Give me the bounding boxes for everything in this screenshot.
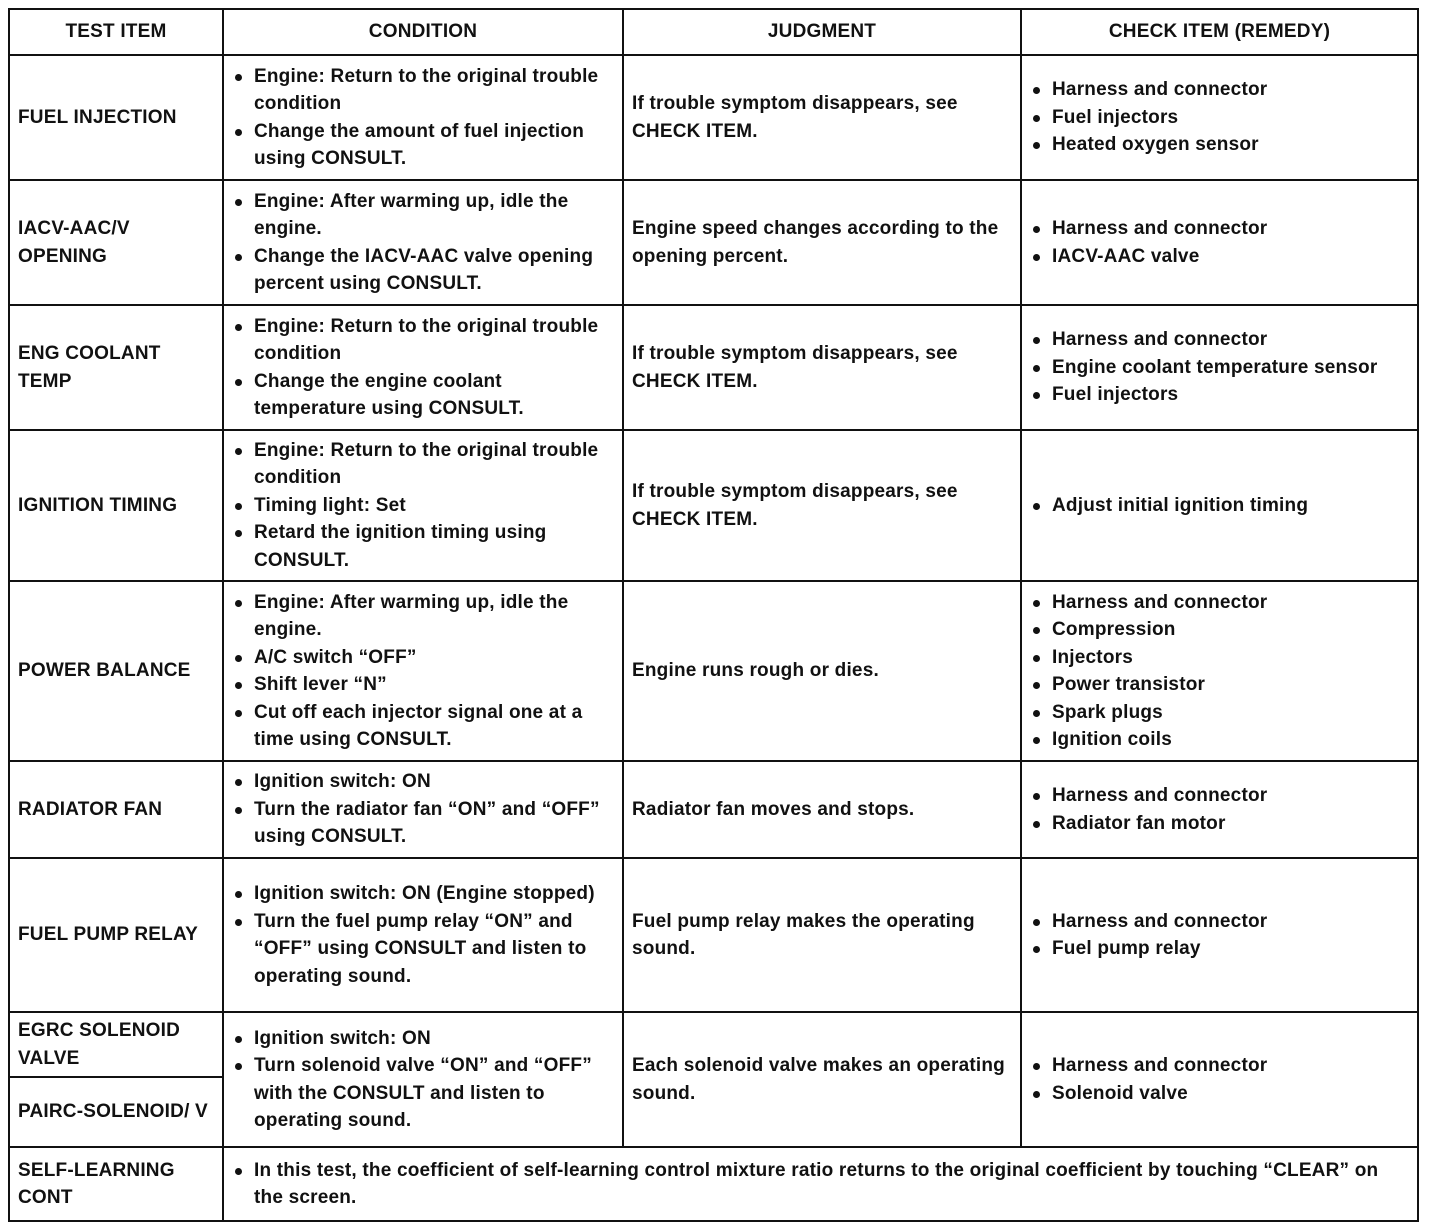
condition-bullet: Timing light: Set — [232, 492, 616, 520]
header-condition: CONDITION — [223, 9, 623, 55]
table-row — [9, 55, 1418, 180]
condition-bullet: Engine: After warming up, idle the engine. — [232, 188, 616, 243]
judgment-cell: If trouble symptom disappears, see CHECK ITEM. — [623, 55, 1021, 180]
test-item-cell: PAIRC-SOLENOID/ V — [9, 1077, 223, 1147]
check-item-cell — [1021, 581, 1418, 761]
judgment-cell: If trouble symptom disappears, see CHECK ITEM. — [623, 430, 1021, 581]
condition-cell — [223, 55, 623, 180]
check-bullet: IACV-AAC valve — [1030, 243, 1411, 271]
test-item-cell: FUEL INJECTION — [9, 55, 223, 180]
check-bullet: Harness and connector — [1030, 326, 1411, 354]
check-bullet: Adjust initial ignition timing — [1030, 492, 1411, 520]
judgment-cell: Engine runs rough or dies. — [623, 581, 1021, 761]
condition-bullet: Change the engine coolant temperature using CONSULT. — [232, 368, 616, 423]
condition-bullet: Turn the radiator fan “ON” and “OFF” using CONSULT. — [232, 796, 616, 851]
test-item-cell: ENG COOLANT TEMP — [9, 305, 223, 430]
condition-bullet: Cut off each injector signal one at a time using CONSULT. — [232, 699, 616, 754]
check-bullet: Engine coolant temperature sensor — [1030, 354, 1411, 382]
condition-cell — [223, 430, 623, 581]
condition-cell — [223, 1147, 1418, 1221]
condition-bullet: Engine: Return to the original trouble condition — [232, 437, 616, 492]
judgment-cell: If trouble symptom disappears, see CHECK ITEM. — [623, 305, 1021, 430]
condition-bullet: A/C switch “OFF” — [232, 644, 616, 672]
test-item-cell: IGNITION TIMING — [9, 430, 223, 581]
check-bullet: Power transistor — [1030, 671, 1411, 699]
check-bullet: Harness and connector — [1030, 76, 1411, 104]
condition-cell — [223, 858, 623, 1012]
check-bullet: Spark plugs — [1030, 699, 1411, 727]
test-item-cell: RADIATOR FAN — [9, 761, 223, 858]
check-bullet: Solenoid valve — [1030, 1080, 1411, 1108]
judgment-cell: Each solenoid valve makes an operating sound. — [623, 1012, 1021, 1147]
condition-bullet: Change the IACV-AAC valve opening percent using CONSULT. — [232, 243, 616, 298]
test-item-cell: SELF-LEARNING CONT — [9, 1147, 223, 1221]
check-item-cell — [1021, 761, 1418, 858]
check-bullet: Heated oxygen sensor — [1030, 131, 1411, 159]
condition-bullet: Ignition switch: ON — [232, 768, 616, 796]
check-bullet: Fuel pump relay — [1030, 935, 1411, 963]
condition-bullet: Engine: Return to the original trouble condition — [232, 313, 616, 368]
condition-cell — [223, 305, 623, 430]
check-item-cell — [1021, 1012, 1418, 1147]
condition-cell — [223, 581, 623, 761]
check-item-cell — [1021, 180, 1418, 305]
consult-active-test-table — [8, 8, 1419, 1222]
condition-bullet: Ignition switch: ON — [232, 1025, 616, 1053]
check-bullet: Harness and connector — [1030, 908, 1411, 936]
condition-bullet: Shift lever “N” — [232, 671, 616, 699]
table-row — [9, 305, 1418, 430]
check-bullet: Harness and connector — [1030, 782, 1411, 810]
check-bullet: Harness and connector — [1030, 215, 1411, 243]
test-item-cell: POWER BALANCE — [9, 581, 223, 761]
condition-bullet: Engine: After warming up, idle the engine. — [232, 589, 616, 644]
header-test-item: TEST ITEM — [9, 9, 223, 55]
check-item-cell — [1021, 305, 1418, 430]
condition-bullet: In this test, the coefficient of self-learning control mixture ratio returns to the original coefficient by touching “CLEAR” on the screen. — [232, 1157, 1411, 1212]
check-item-cell — [1021, 858, 1418, 1012]
check-bullet: Injectors — [1030, 644, 1411, 672]
header-row — [9, 9, 1418, 55]
condition-bullet: Turn the fuel pump relay “ON” and “OFF” using CONSULT and listen to operating sound. — [232, 908, 616, 991]
check-item-cell — [1021, 55, 1418, 180]
table-row — [9, 581, 1418, 761]
table-row — [9, 858, 1418, 1012]
test-item-cell: EGRC SOLENOID VALVE — [9, 1012, 223, 1077]
test-item-cell: FUEL PUMP RELAY — [9, 858, 223, 1012]
check-item-cell — [1021, 430, 1418, 581]
check-bullet: Harness and connector — [1030, 589, 1411, 617]
table-row — [9, 761, 1418, 858]
table-row — [9, 1147, 1418, 1221]
judgment-cell: Radiator fan moves and stops. — [623, 761, 1021, 858]
condition-bullet: Engine: Return to the original trouble condition — [232, 63, 616, 118]
table-row — [9, 430, 1418, 581]
condition-bullet: Turn solenoid valve “ON” and “OFF” with the CONSULT and listen to operating sound. — [232, 1052, 616, 1135]
test-item-cell: IACV-AAC/V OPENING — [9, 180, 223, 305]
check-bullet: Ignition coils — [1030, 726, 1411, 754]
table-row — [9, 1012, 1418, 1077]
judgment-cell: Engine speed changes according to the opening percent. — [623, 180, 1021, 305]
condition-cell — [223, 1012, 623, 1147]
table-row — [9, 180, 1418, 305]
check-bullet: Compression — [1030, 616, 1411, 644]
check-bullet: Radiator fan motor — [1030, 810, 1411, 838]
check-bullet: Fuel injectors — [1030, 381, 1411, 409]
condition-bullet: Ignition switch: ON (Engine stopped) — [232, 880, 616, 908]
condition-cell — [223, 180, 623, 305]
condition-bullet: Retard the ignition timing using CONSULT. — [232, 519, 616, 574]
check-bullet: Harness and connector — [1030, 1052, 1411, 1080]
condition-cell — [223, 761, 623, 858]
condition-bullet: Change the amount of fuel injection using CONSULT. — [232, 118, 616, 173]
check-bullet: Fuel injectors — [1030, 104, 1411, 132]
header-judgment: JUDGMENT — [623, 9, 1021, 55]
header-check-item: CHECK ITEM (REMEDY) — [1021, 9, 1418, 55]
judgment-cell: Fuel pump relay makes the operating sound. — [623, 858, 1021, 1012]
